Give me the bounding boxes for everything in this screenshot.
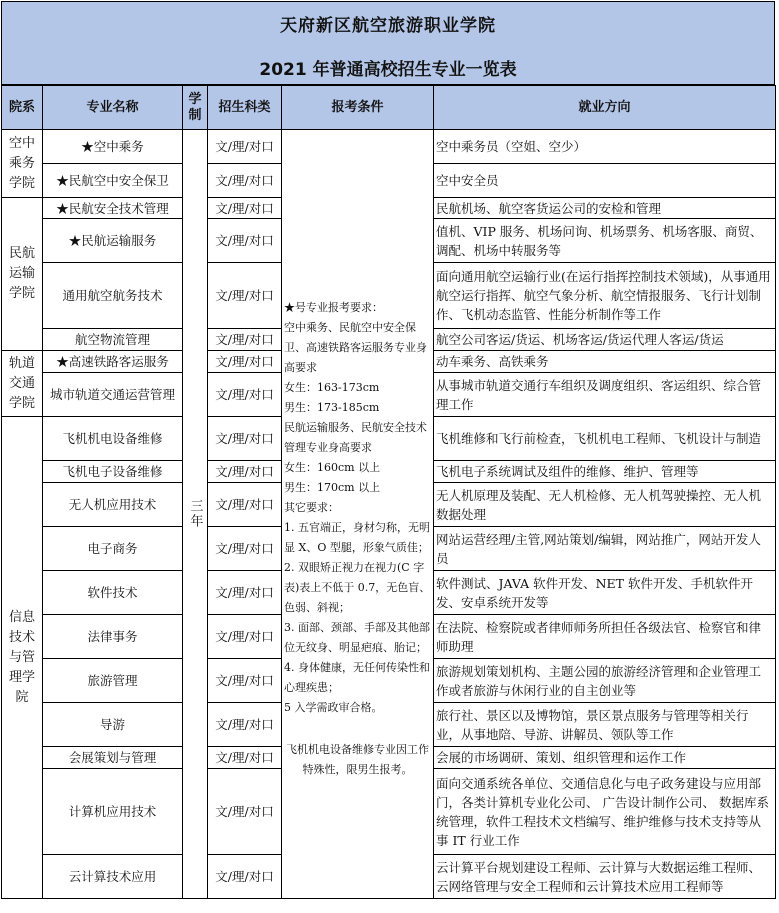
- header-employment: 就业方向: [434, 86, 776, 130]
- employment-direction: 空中安全员: [434, 164, 776, 198]
- major-name: 云计算技术应用: [43, 855, 183, 899]
- major-name: 飞机电子设备维修: [43, 461, 183, 483]
- enrollment-table: [1, 85, 776, 899]
- subject-type: 文/理/对口: [208, 703, 282, 747]
- subject-type: 文/理/对口: [208, 130, 282, 164]
- employment-direction: 旅游规划策划机构、主题公园的旅游经济管理和企业管理工作或者旅游与休闲行业的自主创业等: [434, 659, 776, 703]
- dept-kongzhong: 空中乘务学院: [2, 130, 43, 198]
- employment-direction: 无人机原理及装配、无人机检修、无人机驾驶操控、无人机数据处理: [434, 483, 776, 527]
- employment-direction: 会展的市场调研、策划、组织管理和运作工作: [434, 747, 776, 769]
- years-value: 三年: [183, 130, 208, 899]
- subject-type: 文/理/对口: [208, 855, 282, 899]
- major-name: ★民航空中安全保卫: [43, 164, 183, 198]
- subject-type: 文/理/对口: [208, 659, 282, 703]
- req-p11: 3. 面部、颈部、手部及其他部位无纹身、明显疤痕、胎记；: [284, 621, 430, 654]
- major-name: 软件技术: [43, 571, 183, 615]
- header-dept: 院系: [2, 86, 43, 130]
- employment-direction: 航空公司客运/货运、机场客运/货运代理人客运/货运: [434, 329, 776, 351]
- req-p12: 4. 身体健康，无任何传染性和心理疾患；: [284, 661, 430, 694]
- header-requirements: 报考条件: [282, 86, 434, 130]
- req-p4: 男生：173-185cm: [284, 401, 380, 414]
- header-years: 学 制: [183, 86, 208, 130]
- employment-direction: 旅行社、景区以及博物馆，景区景点服务与管理等相关行业，从事地陪、导游、讲解员、领队等工作: [434, 703, 776, 747]
- subject-type: 文/理/对口: [208, 329, 282, 351]
- dept-minhang: 民航运输学院: [2, 198, 43, 351]
- title-block: [1, 1, 775, 85]
- major-name: 电子商务: [43, 527, 183, 571]
- subject-type: 文/理/对口: [208, 527, 282, 571]
- major-name: 无人机应用技术: [43, 483, 183, 527]
- req-p14: 飞机机电设备维修专业因工作特殊性，限男生报考。: [286, 743, 429, 776]
- major-name: 法律事务: [43, 615, 183, 659]
- subject-type: 文/理/对口: [208, 417, 282, 461]
- dept-xinxi: 信息技术与管理学院: [2, 417, 43, 899]
- employment-direction: 在法院、检察院或者律师师务所担任各级法官、检察官和律师助理: [434, 615, 776, 659]
- subject-type: 文/理/对口: [208, 198, 282, 219]
- employment-direction: 软件测试、JAVA 软件开发、NET 软件开发、手机软件开发、安卓系统开发等: [434, 571, 776, 615]
- employment-direction: 飞机电子系统调试及组件的维修、维护、管理等: [434, 461, 776, 483]
- req-p5: 民航运输服务、民航安全技术管理专业身高要求: [284, 421, 427, 454]
- req-p10: 2. 双眼矫正视力在视力(C 字表)表上不低于 0.7，无色盲、色弱、斜视；: [284, 561, 431, 614]
- subject-type: 文/理/对口: [208, 164, 282, 198]
- req-p13: 5 入学需政审合格。: [284, 701, 383, 714]
- subject-type: 文/理/对口: [208, 219, 282, 263]
- header-subject: 招生科类: [208, 86, 282, 130]
- dept-guidao: 轨道交通学院: [2, 351, 43, 417]
- employment-direction: 民航机场、航空客货运公司的安检和管理: [434, 198, 776, 219]
- req-p6: 女生：160cm 以上: [284, 461, 381, 474]
- req-p8: 其它要求：: [284, 501, 339, 514]
- major-name: 航空物流管理: [43, 329, 183, 351]
- employment-direction: 值机、VIP 服务、机场问询、机场票务、机场客服、商贸、调配、机场中转服务等: [434, 219, 776, 263]
- subject-type: 文/理/对口: [208, 351, 282, 373]
- subject-type: 文/理/对口: [208, 483, 282, 527]
- req-p9: 1. 五官端正，身材匀称，无明显 X、O 型腿，形象气质佳；: [284, 521, 430, 554]
- table-row: [2, 130, 776, 164]
- major-name: ★民航安全技术管理: [43, 198, 183, 219]
- subject-type: 文/理/对口: [208, 461, 282, 483]
- major-name: 计算机应用技术: [43, 769, 183, 855]
- major-name: ★民航运输服务: [43, 219, 183, 263]
- employment-direction: 云计算平台规划建设工程师、云计算与大数据运维工程师、云网络管理与安全工程师和云计算技术应用工程师等: [434, 855, 776, 899]
- subject-type: 文/理/对口: [208, 373, 282, 417]
- employment-direction: 从事城市轨道交通行车组织及调度组织、客运组织、综合管理工作: [434, 373, 776, 417]
- subject-type: 文/理/对口: [208, 769, 282, 855]
- req-p2: 空中乘务、民航空中安全保卫、高速铁路客运服务专业身高要求: [284, 321, 427, 374]
- employment-direction: 空中乘务员（空姐、空少）: [434, 130, 776, 164]
- req-p3: 女生：163-173cm: [284, 381, 380, 394]
- req-p7: 男生：170cm 以上: [284, 481, 381, 494]
- subject-type: 文/理/对口: [208, 263, 282, 329]
- school-title: 天府新区航空旅游职业学院: [280, 16, 496, 36]
- major-name: 导游: [43, 703, 183, 747]
- employment-direction: 网站运营经理/主管,网站策划/编辑，网站推广，网站开发人员: [434, 527, 776, 571]
- employment-direction: 动车乘务、高铁乘务: [434, 351, 776, 373]
- employment-direction: 面向交通系统各单位、交通信息化与电子政务建设与应用部门，各类计算机专业化公司、 广告设计制作公司、 数据库系统管理，软件工程技术文档编写、维护维修与技术支持等从事 IT 行业工作: [434, 769, 776, 855]
- major-name: 通用航空航务技术: [43, 263, 183, 329]
- major-name: ★空中乘务: [43, 130, 183, 164]
- subject-type: 文/理/对口: [208, 615, 282, 659]
- major-name: 城市轨道交通运营管理: [43, 373, 183, 417]
- major-name: 旅游管理: [43, 659, 183, 703]
- header-major: 专业名称: [43, 86, 183, 130]
- header-row: [2, 86, 776, 130]
- subject-type: 文/理/对口: [208, 571, 282, 615]
- requirements-cell: [282, 130, 434, 899]
- employment-direction: 面向通用航空运输行业(在运行指挥控制技术领域)，从事通用航空运行指挥、航空气象分析、航空情报服务、飞行计划制作、飞机动态监管、性能分析制作等工作: [434, 263, 776, 329]
- subject-type: 文/理/对口: [208, 747, 282, 769]
- major-name: ★高速铁路客运服务: [43, 351, 183, 373]
- major-name: 飞机机电设备维修: [43, 417, 183, 461]
- employment-direction: 飞机维修和飞行前检查，飞机机电工程师、飞机设计与制造: [434, 417, 776, 461]
- major-name: 会展策划与管理: [43, 747, 183, 769]
- req-p1: ★号专业报考要求：: [284, 301, 383, 314]
- table-title: 2021 年普通高校招生专业一览表: [259, 60, 517, 80]
